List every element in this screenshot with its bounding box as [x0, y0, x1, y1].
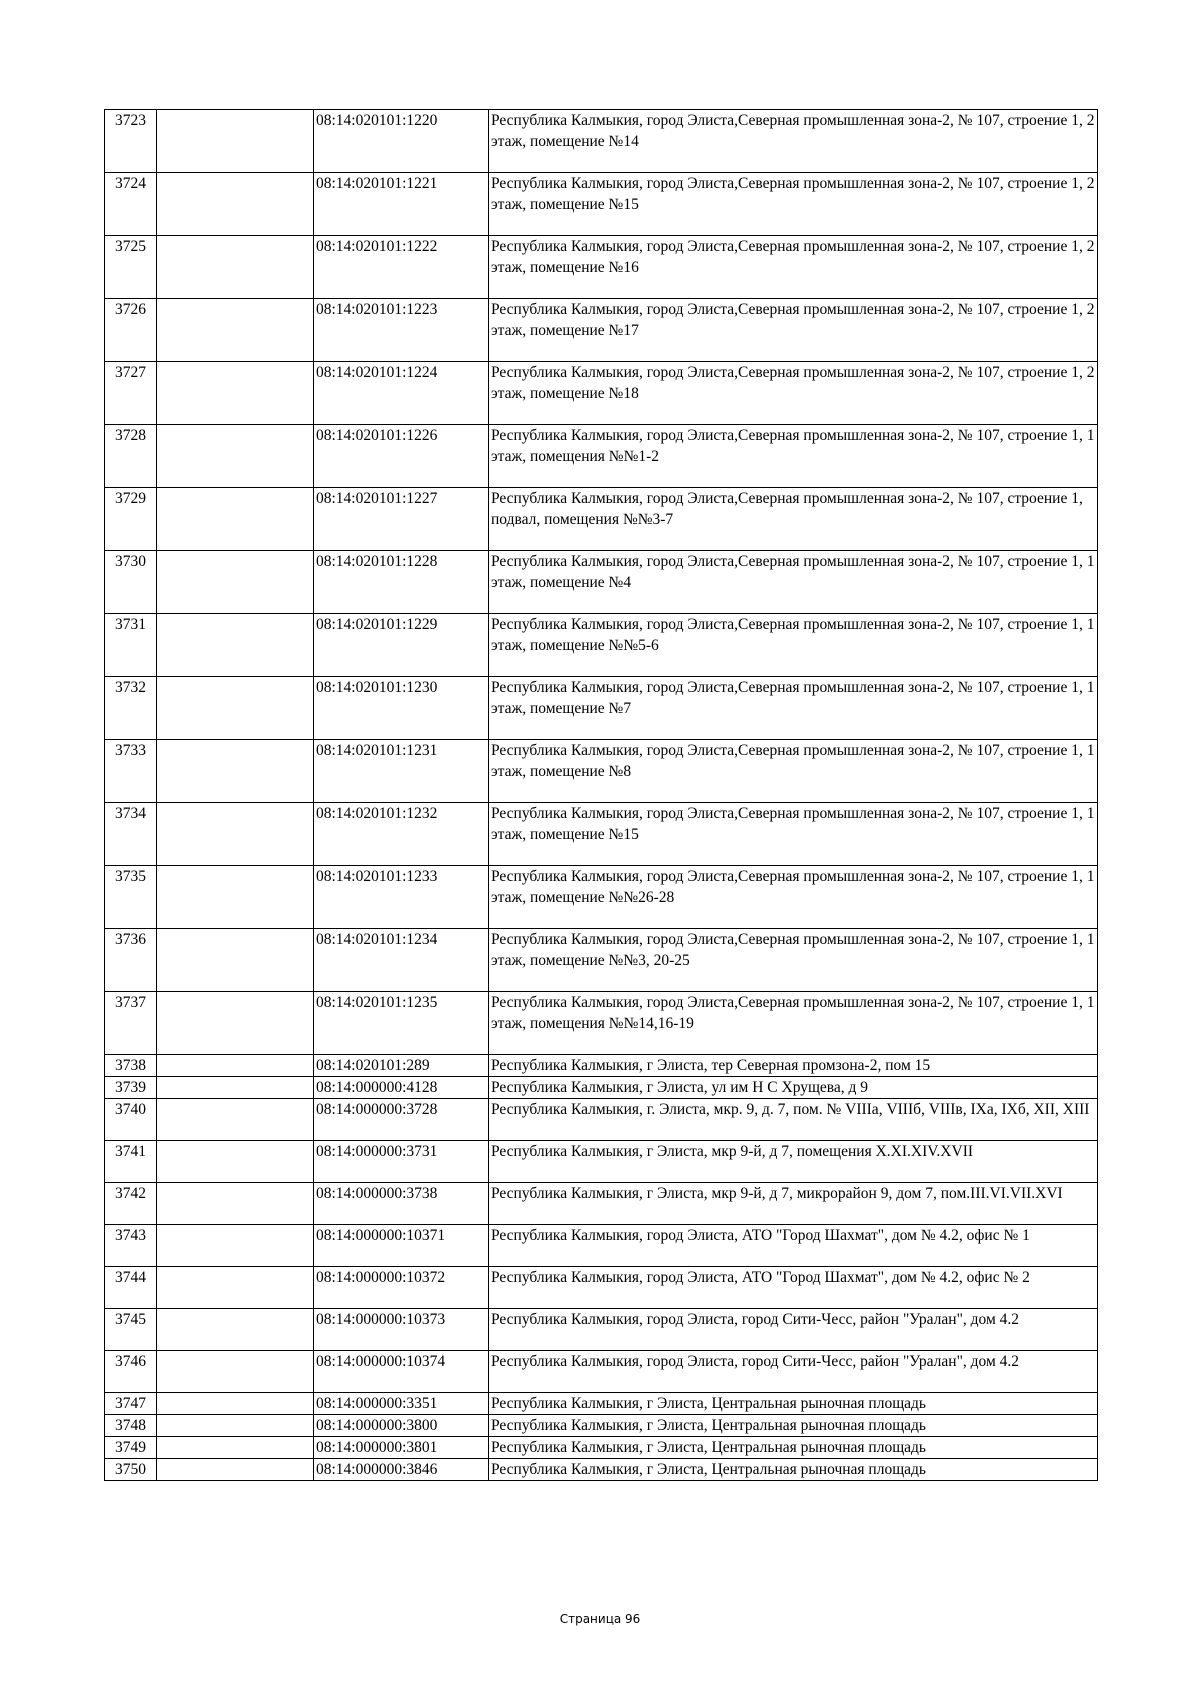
- cadastral-number-cell: 08:14:020101:1231: [314, 740, 489, 803]
- table-row: [105, 1141, 1098, 1183]
- cadastral-number-cell: 08:14:000000:10371: [314, 1225, 489, 1267]
- row-number-cell: 3744: [105, 1267, 157, 1309]
- row-number-cell: 3733: [105, 740, 157, 803]
- row-number-cell: 3734: [105, 803, 157, 866]
- address-cell: Республика Калмыкия, город Элиста,Северная промышленная зона-2, № 107, строение 1, 1 этаж, помещение №№5-6: [489, 614, 1098, 677]
- row-number-cell: 3727: [105, 362, 157, 425]
- cadastral-number-cell: 08:14:020101:1226: [314, 425, 489, 488]
- empty-cell: [157, 362, 314, 425]
- empty-cell: [157, 1351, 314, 1393]
- address-cell: Республика Калмыкия, город Элиста,Северная промышленная зона-2, № 107, строение 1, 2 этаж, помещение №16: [489, 236, 1098, 299]
- table-row: [105, 362, 1098, 425]
- empty-cell: [157, 1393, 314, 1415]
- table-row: [105, 173, 1098, 236]
- empty-cell: [157, 803, 314, 866]
- empty-cell: [157, 1437, 314, 1459]
- address-cell: Республика Калмыкия, город Элиста,Северная промышленная зона-2, № 107, строение 1, подвал, помещения №№3-7: [489, 488, 1098, 551]
- empty-cell: [157, 1077, 314, 1099]
- empty-cell: [157, 425, 314, 488]
- table-row: [105, 551, 1098, 614]
- empty-cell: [157, 1055, 314, 1077]
- table-row: [105, 929, 1098, 992]
- cadastral-number-cell: 08:14:020101:1221: [314, 173, 489, 236]
- table-row: [105, 299, 1098, 362]
- row-number-cell: 3732: [105, 677, 157, 740]
- cadastral-number-cell: 08:14:020101:1229: [314, 614, 489, 677]
- address-cell: Республика Калмыкия, г Элиста, Центральная рыночная площадь: [489, 1415, 1098, 1437]
- table-row: [105, 488, 1098, 551]
- address-cell: Республика Калмыкия, г Элиста, мкр 9-й, д 7, помещения X.XI.XIV.XVII: [489, 1141, 1098, 1183]
- address-cell: Республика Калмыкия, город Элиста,Северная промышленная зона-2, № 107, строение 1, 1 этаж, помещения №№1-2: [489, 425, 1098, 488]
- table-row: [105, 425, 1098, 488]
- row-number-cell: 3742: [105, 1183, 157, 1225]
- cadastral-number-cell: 08:14:020101:1235: [314, 992, 489, 1055]
- address-cell: Республика Калмыкия, город Элиста,Северная промышленная зона-2, № 107, строение 1, 1 этаж, помещение №8: [489, 740, 1098, 803]
- row-number-cell: 3729: [105, 488, 157, 551]
- table-row: [105, 1351, 1098, 1393]
- cadastral-number-cell: 08:14:000000:10374: [314, 1351, 489, 1393]
- cadastral-number-cell: 08:14:000000:3801: [314, 1437, 489, 1459]
- row-number-cell: 3743: [105, 1225, 157, 1267]
- empty-cell: [157, 1309, 314, 1351]
- cadastral-number-cell: 08:14:000000:4128: [314, 1077, 489, 1099]
- row-number-cell: 3730: [105, 551, 157, 614]
- table-row: [105, 1309, 1098, 1351]
- cadastral-number-cell: 08:14:020101:1230: [314, 677, 489, 740]
- address-cell: Республика Калмыкия, г Элиста, мкр 9-й, д 7, микрорайон 9, дом 7, пом.III.VI.VII.XVI: [489, 1183, 1098, 1225]
- empty-cell: [157, 1415, 314, 1437]
- row-number-cell: 3739: [105, 1077, 157, 1099]
- address-cell: Республика Калмыкия, город Элиста,Северная промышленная зона-2, № 107, строение 1, 1 этаж, помещение №№26-28: [489, 866, 1098, 929]
- address-cell: Республика Калмыкия, город Элиста,Северная промышленная зона-2, № 107, строение 1, 1 этаж, помещение №7: [489, 677, 1098, 740]
- address-cell: Республика Калмыкия, г Элиста, Центральная рыночная площадь: [489, 1393, 1098, 1415]
- address-cell: Республика Калмыкия, город Элиста,Северная промышленная зона-2, № 107, строение 1, 1 этаж, помещения №№14,16-19: [489, 992, 1098, 1055]
- address-cell: Республика Калмыкия, город Элиста,Северная промышленная зона-2, № 107, строение 1, 2 этаж, помещение №14: [489, 110, 1098, 173]
- cadastral-number-cell: 08:14:020101:1227: [314, 488, 489, 551]
- empty-cell: [157, 173, 314, 236]
- property-table: [104, 109, 1098, 1481]
- row-number-cell: 3747: [105, 1393, 157, 1415]
- table-row: [105, 803, 1098, 866]
- cadastral-number-cell: 08:14:020101:1224: [314, 362, 489, 425]
- row-number-cell: 3749: [105, 1437, 157, 1459]
- row-number-cell: 3726: [105, 299, 157, 362]
- cadastral-number-cell: 08:14:020101:1223: [314, 299, 489, 362]
- table-row: [105, 110, 1098, 173]
- cadastral-number-cell: 08:14:020101:1233: [314, 866, 489, 929]
- empty-cell: [157, 1099, 314, 1141]
- row-number-cell: 3746: [105, 1351, 157, 1393]
- empty-cell: [157, 1267, 314, 1309]
- empty-cell: [157, 866, 314, 929]
- cadastral-number-cell: 08:14:000000:10372: [314, 1267, 489, 1309]
- cadastral-number-cell: 08:14:020101:1222: [314, 236, 489, 299]
- empty-cell: [157, 488, 314, 551]
- table-row: [105, 740, 1098, 803]
- empty-cell: [157, 929, 314, 992]
- cadastral-number-cell: 08:14:000000:3846: [314, 1459, 489, 1481]
- table-row: [105, 1225, 1098, 1267]
- cadastral-number-cell: 08:14:000000:3738: [314, 1183, 489, 1225]
- address-cell: Республика Калмыкия, город Элиста,Северная промышленная зона-2, № 107, строение 1, 1 этаж, помещение №4: [489, 551, 1098, 614]
- row-number-cell: 3731: [105, 614, 157, 677]
- row-number-cell: 3723: [105, 110, 157, 173]
- empty-cell: [157, 740, 314, 803]
- table-row: [105, 614, 1098, 677]
- row-number-cell: 3728: [105, 425, 157, 488]
- row-number-cell: 3724: [105, 173, 157, 236]
- empty-cell: [157, 992, 314, 1055]
- empty-cell: [157, 1459, 314, 1481]
- cadastral-number-cell: 08:14:020101:1232: [314, 803, 489, 866]
- cadastral-number-cell: 08:14:000000:3728: [314, 1099, 489, 1141]
- table-row: [105, 1267, 1098, 1309]
- table-row: [105, 677, 1098, 740]
- address-cell: Республика Калмыкия, г Элиста, тер Северная промзона-2, пом 15: [489, 1055, 1098, 1077]
- row-number-cell: 3725: [105, 236, 157, 299]
- table-row: [105, 1055, 1098, 1077]
- cadastral-number-cell: 08:14:020101:289: [314, 1055, 489, 1077]
- address-cell: Республика Калмыкия, город Элиста,Северная промышленная зона-2, № 107, строение 1, 2 этаж, помещение №15: [489, 173, 1098, 236]
- row-number-cell: 3735: [105, 866, 157, 929]
- row-number-cell: 3741: [105, 1141, 157, 1183]
- cadastral-number-cell: 08:14:000000:10373: [314, 1309, 489, 1351]
- row-number-cell: 3748: [105, 1415, 157, 1437]
- row-number-cell: 3737: [105, 992, 157, 1055]
- empty-cell: [157, 1183, 314, 1225]
- table-row: [105, 992, 1098, 1055]
- table-row: [105, 236, 1098, 299]
- cadastral-number-cell: 08:14:000000:3351: [314, 1393, 489, 1415]
- empty-cell: [157, 677, 314, 740]
- row-number-cell: 3745: [105, 1309, 157, 1351]
- table-row: [105, 866, 1098, 929]
- cadastral-number-cell: 08:14:020101:1220: [314, 110, 489, 173]
- table-row: [105, 1183, 1098, 1225]
- cadastral-number-cell: 08:14:020101:1228: [314, 551, 489, 614]
- cadastral-number-cell: 08:14:020101:1234: [314, 929, 489, 992]
- row-number-cell: 3750: [105, 1459, 157, 1481]
- cadastral-number-cell: 08:14:000000:3800: [314, 1415, 489, 1437]
- cadastral-number-cell: 08:14:000000:3731: [314, 1141, 489, 1183]
- empty-cell: [157, 551, 314, 614]
- row-number-cell: 3740: [105, 1099, 157, 1141]
- row-number-cell: 3738: [105, 1055, 157, 1077]
- empty-cell: [157, 299, 314, 362]
- address-cell: Республика Калмыкия, город Элиста,Северная промышленная зона-2, № 107, строение 1, 1 этаж, помещение №№3, 20-25: [489, 929, 1098, 992]
- empty-cell: [157, 236, 314, 299]
- table-row: [105, 1077, 1098, 1099]
- address-cell: Республика Калмыкия, город Элиста,Северная промышленная зона-2, № 107, строение 1, 1 этаж, помещение №15: [489, 803, 1098, 866]
- address-cell: Республика Калмыкия, г Элиста, Центральная рыночная площадь: [489, 1459, 1098, 1481]
- address-cell: Республика Калмыкия, город Элиста,Северная промышленная зона-2, № 107, строение 1, 2 этаж, помещение №17: [489, 299, 1098, 362]
- row-number-cell: 3736: [105, 929, 157, 992]
- address-cell: Республика Калмыкия, г. Элиста, мкр. 9, д. 7, пом. № VIIIа, VIIIб, VIIIв, IXа, IXб, XII, XIII: [489, 1099, 1098, 1141]
- address-cell: Республика Калмыкия, город Элиста, город Сити-Чесс, район "Уралан", дом 4.2: [489, 1309, 1098, 1351]
- address-cell: Республика Калмыкия, город Элиста, АТО "Город Шахмат", дом № 4.2, офис № 1: [489, 1225, 1098, 1267]
- address-cell: Республика Калмыкия, город Элиста,Северная промышленная зона-2, № 107, строение 1, 2 этаж, помещение №18: [489, 362, 1098, 425]
- address-cell: Республика Калмыкия, г Элиста, Центральная рыночная площадь: [489, 1437, 1098, 1459]
- table-row: [105, 1459, 1098, 1481]
- address-cell: Республика Калмыкия, г Элиста, ул им Н С Хрущева, д 9: [489, 1077, 1098, 1099]
- empty-cell: [157, 1141, 314, 1183]
- empty-cell: [157, 614, 314, 677]
- address-cell: Республика Калмыкия, город Элиста, АТО "Город Шахмат", дом № 4.2, офис № 2: [489, 1267, 1098, 1309]
- empty-cell: [157, 1225, 314, 1267]
- table-row: [105, 1415, 1098, 1437]
- address-cell: Республика Калмыкия, город Элиста, город Сити-Чесс, район "Уралан", дом 4.2: [489, 1351, 1098, 1393]
- table-row: [105, 1393, 1098, 1415]
- table-row: [105, 1099, 1098, 1141]
- table-row: [105, 1437, 1098, 1459]
- empty-cell: [157, 110, 314, 173]
- page-number: Страница 96: [559, 1612, 641, 1626]
